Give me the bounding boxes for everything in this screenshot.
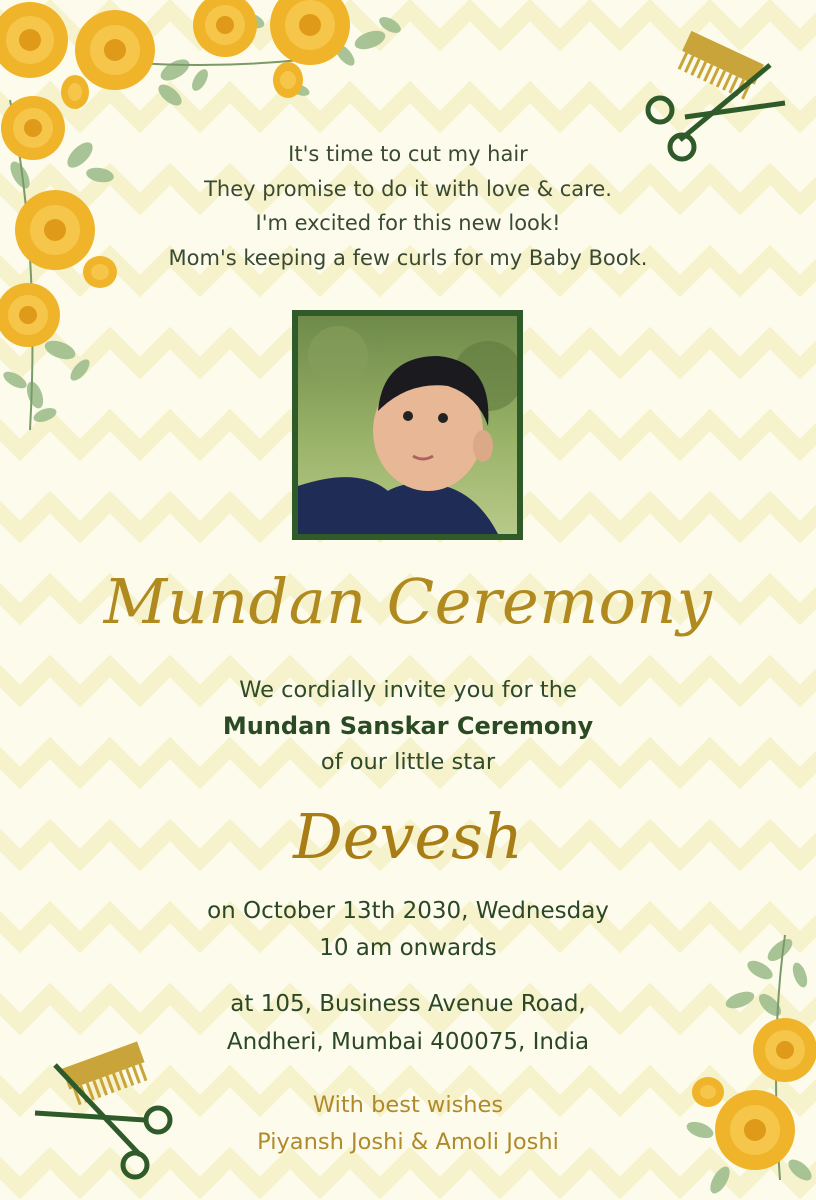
poem-line-4: Mom's keeping a few curls for my Baby Book. xyxy=(168,245,648,270)
invitation-text xyxy=(0,672,816,780)
poem-line-2: They promise to do it with love & care. xyxy=(204,176,612,201)
invite-line-3: of our little star xyxy=(320,749,496,775)
child-name: Devesh xyxy=(293,800,523,873)
event-time: 10 am onwards xyxy=(319,935,497,961)
event-address xyxy=(0,985,816,1061)
poem xyxy=(0,137,816,275)
poem-line-1: It's time to cut my hair xyxy=(288,142,528,166)
ceremony-title: Mundan Ceremony xyxy=(103,565,713,638)
photo-frame xyxy=(292,310,523,540)
closing-greeting: With best wishes xyxy=(312,1092,504,1118)
address-line-2: Andheri, Mumbai 400075, India xyxy=(226,1029,590,1055)
event-date: on October 13th 2030, Wednesday xyxy=(207,898,609,924)
poem-line-3: I'm excited for this new look! xyxy=(255,211,561,235)
closing xyxy=(0,1087,816,1160)
baby-photo xyxy=(298,316,517,534)
closing-hosts: Piyansh Joshi & Amoli Joshi xyxy=(257,1128,559,1155)
address-line-1: at 105, Business Avenue Road, xyxy=(230,991,586,1017)
invite-line-1: We cordially invite you for the xyxy=(239,677,577,703)
event-datetime xyxy=(0,893,816,967)
invite-line-2: Mundan Sanskar Ceremony xyxy=(222,712,594,740)
